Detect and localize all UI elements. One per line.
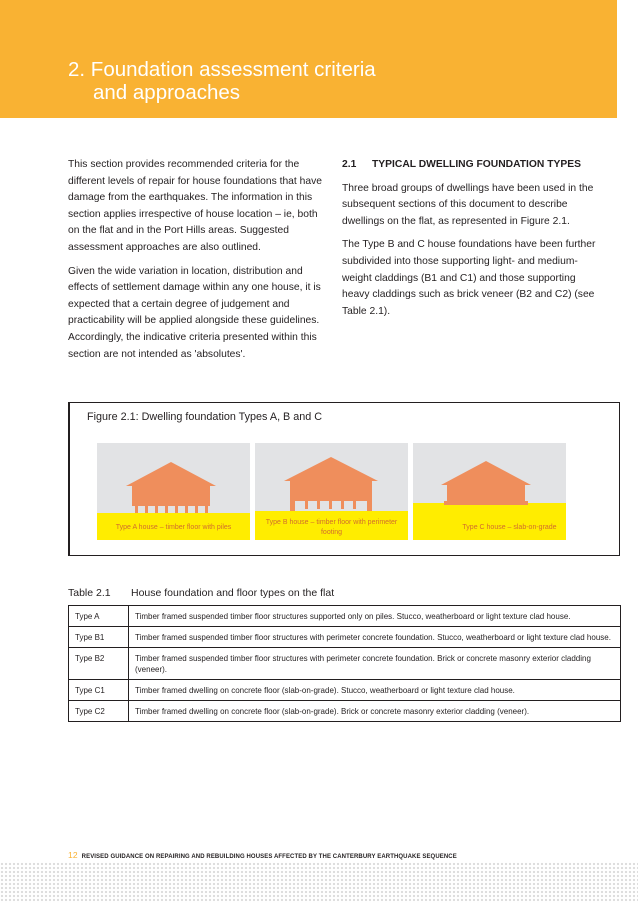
table-row <box>69 627 621 648</box>
description-cell: Timber framed suspended timber floor structures with perimeter concrete foundation. Stucco, weatherboard or light texture clad house. <box>129 627 621 648</box>
type-cell: Type B2 <box>69 648 129 680</box>
section-heading <box>342 157 602 174</box>
type-cell: Type B1 <box>69 627 129 648</box>
left-column <box>68 157 326 370</box>
type-c-label: Type C house – slab-on-grade <box>462 524 557 531</box>
type-cell: Type A <box>69 606 129 627</box>
table-caption <box>68 587 334 599</box>
table-row <box>69 648 621 680</box>
running-title: REVISED GUIDANCE ON REPAIRING AND REBUILDING HOUSES AFFECTED BY THE CANTERBURY EARTHQUAKE SEQUENCE <box>81 854 457 860</box>
section-title: TYPICAL DWELLING FOUNDATION TYPES <box>372 159 581 170</box>
foundation-types-table <box>68 605 621 722</box>
table-title: House foundation and floor types on the flat <box>131 587 335 599</box>
intro-paragraph: This section provides recommended criteria for the different levels of repair for house foundations that have damage from the earthquakes. The information in this section applies irrespective of house location – ie, both on the flat and in the Port Hills areas. Suggested assessment approaches are also outlined. <box>68 159 322 253</box>
description-cell: Timber framed suspended timber floor structures supported only on piles. Stucco, weatherboard or light texture clad house. <box>129 606 621 627</box>
type-cell: Type C2 <box>69 701 129 722</box>
description-cell: Timber framed suspended timber floor structures with perimeter concrete foundation. Brick or concrete masonry exterior cladding (veneer). <box>129 648 621 680</box>
page-title-line1: 2. Foundation assessment criteria <box>68 58 376 81</box>
table-row <box>69 701 621 722</box>
description-cell: Timber framed dwelling on concrete floor (slab-on-grade). Stucco, weatherboard or light texture clad house. <box>129 680 621 701</box>
section-number: 2.1 <box>342 159 357 170</box>
description-cell: Timber framed dwelling on concrete floor (slab-on-grade). Brick or concrete masonry exterior cladding (veneer). <box>129 701 621 722</box>
type-cell: Type C1 <box>69 680 129 701</box>
dwelling-groups-paragraph: Three broad groups of dwellings have been used in the subsequent sections of this document to describe dwellings on the flat, as represented in Figure 2.1. <box>342 182 594 227</box>
page-footer <box>68 850 457 860</box>
header-banner <box>0 0 617 118</box>
page-number: 12 <box>68 850 78 860</box>
figure-panel-type-a <box>97 443 250 540</box>
dotted-footer-pattern <box>0 862 638 903</box>
figure-panel-type-c <box>413 443 566 540</box>
table-number: Table 2.1 <box>68 587 111 599</box>
page-title <box>68 58 376 104</box>
figure-title: Figure 2.1: Dwelling foundation Types A, B and C <box>87 411 323 423</box>
table-row <box>69 606 621 627</box>
table-row <box>69 680 621 701</box>
subdivision-paragraph: The Type B and C house foundations have been further subdivided into those supporting light- and medium-weight claddings (B1 and C1) and those supporting heavy claddings such as brick veneer (B2 and C2) (see Table 2.1). <box>342 239 596 317</box>
figure-panel-type-b <box>255 443 408 540</box>
type-b-label: Type B house – timber floor with perimeter footing <box>265 519 398 536</box>
type-a-label: Type A house – timber floor with piles <box>115 524 232 531</box>
page-title-line2: and approaches <box>93 81 241 104</box>
right-column <box>342 157 602 327</box>
judgement-paragraph: Given the wide variation in location, distribution and effects of settlement damage within any one house, it is expected that a certain degree of judgement and practicability will be applied alongside these guidelines. Accordingly, the indicative criteria presented within this section are not intended as 'absolutes'. <box>68 265 321 360</box>
figure-box <box>68 402 620 556</box>
